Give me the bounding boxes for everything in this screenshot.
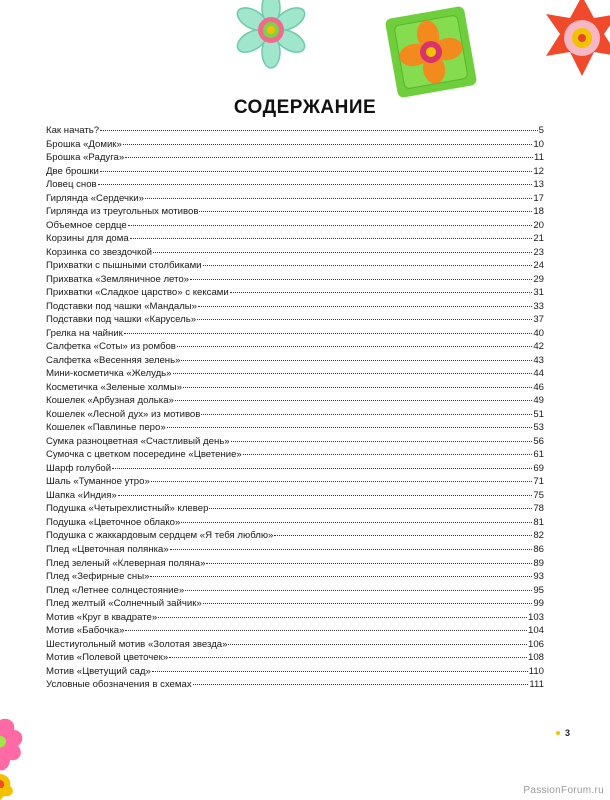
toc-leader-dots [199, 211, 532, 212]
toc-entry-title: Шестиугольный мотив «Золотая звезда» [46, 638, 228, 650]
toc-entry[interactable] [46, 165, 544, 179]
toc-entry-page: 51 [533, 408, 544, 420]
toc-entry-page: 103 [527, 611, 544, 623]
toc-leader-dots [173, 373, 533, 374]
toc-entry-page: 82 [533, 530, 544, 542]
toc-entry-title: Косметичка «Зеленые холмы» [46, 381, 183, 393]
toc-entry[interactable] [46, 435, 544, 449]
toc-entry-page: 11 [534, 152, 544, 164]
toc-entry[interactable] [46, 151, 544, 165]
mint-flower-motif [222, 0, 320, 70]
toc-entry-title: Мотив «Бабочка» [46, 625, 125, 637]
toc-entry-title: Прихватки с пышными столбиками [46, 260, 202, 272]
toc-entry-title: Брошка «Радуга» [46, 152, 125, 164]
toc-leader-dots [170, 549, 533, 550]
toc-entry-title: Плед желтый «Солнечный зайчик» [46, 598, 202, 610]
toc-entry-title: Корзинка со звездочкой [46, 246, 152, 258]
watermark: PassionForum.ru [523, 785, 604, 796]
toc-entry-title: Кошелек «Арбузная долька» [46, 395, 174, 407]
toc-entry-title: Подставки под чашки «Мандалы» [46, 300, 198, 312]
toc-entry-title: Мотив «Цветущий сад» [46, 665, 151, 677]
toc-entry-title: Объемное сердце [46, 219, 127, 231]
toc-entry-title: Плед «Зефирные сны» [46, 571, 150, 583]
toc-entry-title: Прихватка «Земляничное лето» [46, 273, 190, 285]
toc-leader-dots [118, 495, 533, 496]
toc-leader-dots [183, 387, 532, 388]
toc-entry[interactable] [46, 584, 544, 598]
toc-entry[interactable] [46, 381, 544, 395]
toc-leader-dots [167, 427, 533, 428]
toc-entry-page: 18 [533, 206, 544, 218]
toc-leader-dots [230, 292, 533, 293]
toc-leader-dots [185, 590, 532, 591]
toc-leader-dots [243, 454, 533, 455]
toc-leader-dots [125, 157, 533, 158]
toc-entry-page: 20 [533, 219, 544, 231]
toc-leader-dots [152, 671, 528, 672]
toc-entry[interactable] [46, 205, 544, 219]
toc-entry[interactable] [46, 394, 544, 408]
toc-entry-page: 71 [533, 476, 544, 488]
toc-entry-page: 104 [527, 625, 544, 637]
toc-leader-dots [153, 252, 532, 253]
toc-leader-dots [100, 171, 532, 172]
toc-leader-dots [128, 225, 533, 226]
toc-entry-title: Кошелек «Лесной дух» из мотивов [46, 408, 201, 420]
toc-leader-dots [203, 265, 533, 266]
toc-entry-title: Шапка «Индия» [46, 489, 117, 501]
table-of-contents [46, 124, 544, 692]
toc-leader-dots [151, 481, 533, 482]
toc-entry-page: 5 [538, 125, 544, 136]
toc-leader-dots [274, 535, 532, 536]
toc-entry-page: 21 [533, 233, 544, 245]
toc-entry[interactable] [46, 286, 544, 300]
toc-entry-title: Сумка разноцветная «Счастливый день» [46, 435, 230, 447]
toc-entry-title: Плед зеленый «Клеверная поляна» [46, 557, 206, 569]
toc-entry[interactable] [46, 475, 544, 489]
toc-entry[interactable] [46, 124, 544, 138]
toc-entry-page: 99 [533, 598, 544, 610]
toc-entry-page: 31 [533, 287, 544, 299]
toc-entry[interactable] [46, 232, 544, 246]
toc-entry[interactable] [46, 529, 544, 543]
toc-entry-page: 29 [533, 273, 544, 285]
toc-entry-title: Кошелек «Павлинье перо» [46, 422, 166, 434]
toc-entry[interactable] [46, 327, 544, 341]
page-number: 3 [565, 728, 571, 738]
toc-entry-title: Шарф голубой [46, 462, 112, 474]
toc-leader-dots [100, 130, 538, 131]
toc-entry-title: Мотив «Полевой цветочек» [46, 652, 169, 664]
toc-leader-dots [158, 617, 527, 618]
toc-entry-page: 111 [529, 679, 544, 691]
toc-entry[interactable] [46, 516, 544, 530]
toc-entry-page: 93 [533, 571, 544, 583]
toc-leader-dots [124, 333, 532, 334]
toc-entry-title: Корзины для дома [46, 233, 129, 245]
toc-entry[interactable] [46, 665, 544, 679]
toc-entry-page: 49 [533, 395, 544, 407]
toc-entry[interactable] [46, 273, 544, 287]
toc-entry-title: Ловец снов [46, 179, 97, 191]
toc-entry-page: 23 [533, 246, 544, 258]
toc-entry[interactable] [46, 178, 544, 192]
toc-entry[interactable] [46, 138, 544, 152]
toc-entry[interactable] [46, 313, 544, 327]
toc-entry-title: Подставки под чашки «Карусель» [46, 314, 197, 326]
toc-leader-dots [203, 603, 533, 604]
toc-entry-page: 17 [533, 192, 544, 204]
toc-entry-title: Мотив «Круг в квадрате» [46, 611, 158, 623]
toc-entry-page: 10 [533, 138, 544, 150]
toc-entry-title: Грелка на чайник [46, 327, 123, 339]
toc-entry-title: Салфетка «Соты» из ромбов [46, 341, 176, 353]
toc-entry-title: Салфетка «Весенняя зелень» [46, 354, 181, 366]
toc-leader-dots [198, 306, 532, 307]
toc-entry[interactable] [46, 611, 544, 625]
toc-leader-dots [201, 414, 532, 415]
toc-entry-page: 106 [527, 638, 544, 650]
toc-entry[interactable] [46, 557, 544, 571]
toc-leader-dots [181, 360, 532, 361]
toc-entry-title: Брошка «Домик» [46, 138, 122, 150]
toc-entry-title: Подушка «Четырехлистный» клевер [46, 503, 209, 515]
toc-entry[interactable] [46, 624, 544, 638]
toc-leader-dots [125, 630, 527, 631]
toc-entry-title: Гирлянда из треугольных мотивов [46, 206, 199, 218]
toc-entry[interactable] [46, 259, 544, 273]
toc-entry[interactable] [46, 651, 544, 665]
toc-entry-page: 33 [533, 300, 544, 312]
toc-entry[interactable] [46, 502, 544, 516]
toc-entry[interactable] [46, 300, 544, 314]
toc-leader-dots [98, 184, 533, 185]
toc-entry[interactable] [46, 597, 544, 611]
toc-entry-page: 46 [533, 381, 544, 393]
toc-entry[interactable] [46, 367, 544, 381]
toc-entry[interactable] [46, 192, 544, 206]
toc-leader-dots [145, 198, 532, 199]
toc-entry[interactable] [46, 489, 544, 503]
toc-leader-dots [169, 657, 527, 658]
toc-entry-title: Подушка «Цветочное облако» [46, 516, 181, 528]
toc-entry[interactable] [46, 678, 544, 692]
toc-entry-title: Две брошки [46, 165, 99, 177]
page-title: СОДЕРЖАНИЕ [233, 97, 377, 118]
toc-leader-dots [197, 319, 532, 320]
toc-entry[interactable] [46, 462, 544, 476]
toc-entry-title: Гирлянда «Сердечки» [46, 192, 144, 204]
page-number-dot [556, 731, 560, 735]
toc-entry-title: Мини-косметичка «Желудь» [46, 368, 172, 380]
toc-entry[interactable] [46, 354, 544, 368]
toc-leader-dots [175, 400, 532, 401]
toc-entry-page: 86 [533, 543, 544, 555]
toc-entry-title: Условные обозначения в схемах [46, 679, 192, 691]
toc-leader-dots [190, 279, 532, 280]
toc-entry-title: Сумочка с цветком посередине «Цветение» [46, 449, 242, 461]
toc-entry-page: 24 [533, 260, 544, 272]
toc-leader-dots [123, 144, 532, 145]
toc-entry-page: 81 [533, 516, 544, 528]
toc-entry-page: 12 [533, 165, 544, 177]
toc-entry[interactable] [46, 638, 544, 652]
toc-leader-dots [130, 238, 533, 239]
toc-entry-page: 95 [533, 584, 544, 596]
toc-leader-dots [206, 563, 532, 564]
toc-entry-page: 75 [533, 489, 544, 501]
toc-entry[interactable] [46, 246, 544, 260]
toc-leader-dots [112, 468, 532, 469]
toc-entry-title: Шаль «Туманное утро» [46, 476, 150, 488]
bottom-flower-motif [0, 716, 26, 800]
toc-entry-title: Прихватки «Сладкое царство» с кексами [46, 287, 229, 299]
toc-entry-title: Плед «Цветочная полянка» [46, 543, 169, 555]
toc-entry-title: Подушка с жаккардовым сердцем «Я тебя люблю» [46, 530, 274, 542]
toc-entry[interactable] [46, 543, 544, 557]
toc-entry[interactable] [46, 421, 544, 435]
toc-entry-page: 69 [533, 462, 544, 474]
toc-entry[interactable] [46, 408, 544, 422]
toc-leader-dots [228, 644, 527, 645]
toc-entry-page: 56 [533, 435, 544, 447]
green-granny-square-motif [385, 6, 477, 98]
toc-entry-page: 53 [533, 422, 544, 434]
toc-entry-page: 110 [528, 665, 544, 677]
toc-entry-page: 108 [527, 652, 544, 664]
toc-entry-page: 43 [533, 354, 544, 366]
toc-entry[interactable] [46, 448, 544, 462]
toc-entry[interactable] [46, 570, 544, 584]
toc-leader-dots [193, 684, 529, 685]
toc-entry-page: 40 [533, 327, 544, 339]
toc-leader-dots [231, 441, 533, 442]
toc-entry-title: Как начать? [46, 125, 100, 136]
toc-leader-dots [150, 576, 532, 577]
toc-entry-page: 13 [533, 179, 544, 191]
toc-leader-dots [181, 522, 532, 523]
toc-entry[interactable] [46, 219, 544, 233]
toc-entry-page: 44 [533, 368, 544, 380]
toc-entry-page: 89 [533, 557, 544, 569]
toc-entry-title: Плед «Летнее солнцестояние» [46, 584, 185, 596]
red-star-motif [532, 0, 610, 96]
toc-leader-dots [177, 346, 532, 347]
toc-entry-page: 78 [533, 503, 544, 515]
toc-entry-page: 61 [533, 449, 544, 461]
toc-entry[interactable] [46, 340, 544, 354]
toc-entry-page: 42 [533, 341, 544, 353]
toc-leader-dots [209, 508, 532, 509]
toc-entry-page: 37 [533, 314, 544, 326]
